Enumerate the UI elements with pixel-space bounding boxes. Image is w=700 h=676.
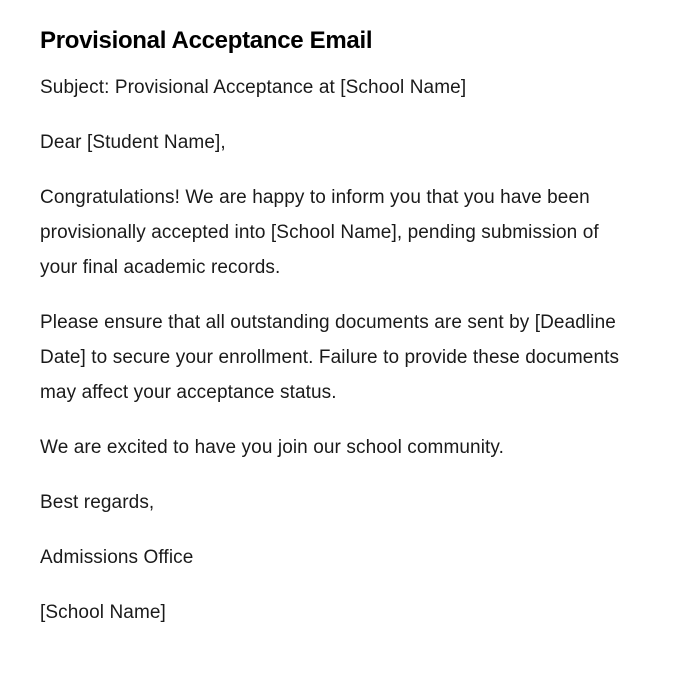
signature-office: Admissions Office — [40, 547, 194, 568]
subject-line: Subject: Provisional Acceptance at [School Name] — [40, 77, 467, 98]
email-document — [40, 24, 640, 650]
signature-school: [School Name] — [40, 602, 166, 623]
body-paragraph: Please ensure that all outstanding documents are sent by [Deadline Date] to secure your enrollment. Failure to provide these documents may affect your acceptance status. — [40, 312, 620, 403]
body-paragraph: Congratulations! We are happy to inform you that you have been provisionally accepted into [School Name], pending submission of your final academic records. — [40, 187, 599, 278]
closing: Best regards, — [40, 492, 155, 513]
document-title: Provisional Acceptance Email — [40, 27, 373, 54]
body-paragraph: We are excited to have you join our school community. — [40, 437, 504, 458]
greeting: Dear [Student Name], — [40, 132, 226, 153]
